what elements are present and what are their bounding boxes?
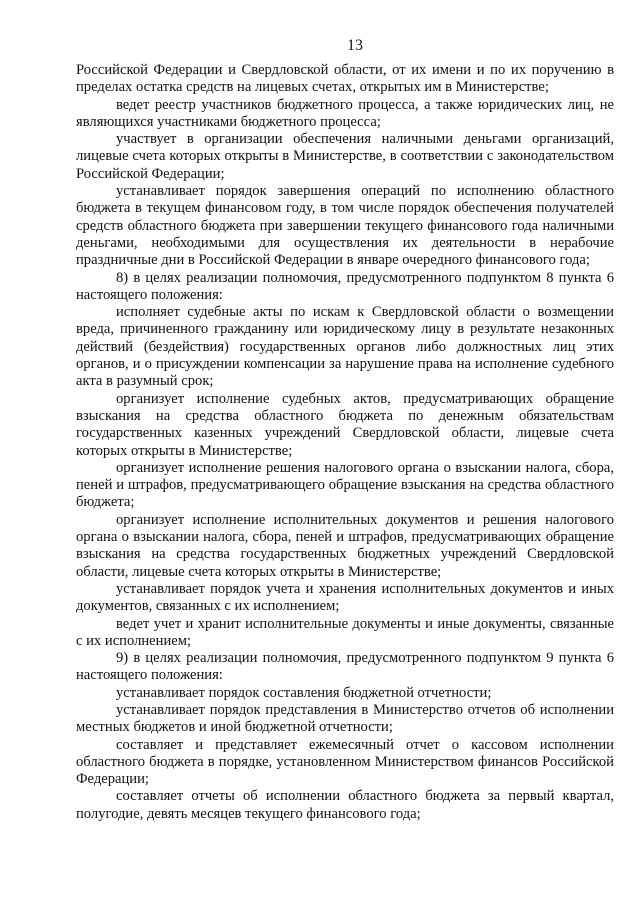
paragraph-continuation: Российской Федерации и Свердловской области, от их имени и по их поручению в пределах остатка средств на лицевых счетах, открытых им в Министерстве; xyxy=(76,62,614,96)
paragraph-local-budget-reports: устанавливает порядок представления в Министерство отчетов об исполнении местных бюджетов и иной бюджетной отчетности; xyxy=(76,701,614,736)
paragraph-registry: ведет реестр участников бюджетного процесса, а также юридических лиц, не являющихся участниками бюджетного процесса; xyxy=(76,96,614,130)
paragraph-reporting-order: устанавливает порядок составления бюджетной отчетности; xyxy=(116,684,492,701)
paragraph-monthly-report: составляет и представляет ежемесячный отчет о кассовом исполнении областного бюджета в порядке, установленном Министерством финансов Российской Федерации; xyxy=(76,736,614,788)
paragraph-quarterly-reports: составляет отчеты об исполнении областного бюджета за первый квартал, полугодие, девять месяцев текущего финансового года; xyxy=(76,788,614,822)
paragraph-cash-provision: участвует в организации обеспечения наличными деньгами организаций, лицевые счета которых открыты в Министерстве, в соответствии с законодательством Российской Федерации; xyxy=(76,131,614,182)
paragraph-document-storage-order: устанавливает порядок учета и хранения исполнительных документов и иных документов, связанных с их исполнением; xyxy=(76,580,614,615)
paragraph-court-acts-damages: исполняет судебные акты по искам к Свердловской области о возмещении вреда, причиненного гражданину или юридическому лицу в результате незаконных действий (бездействия) государственных органов либо должностных лиц этих органов, и о присуждении компенсации за нарушение права на исполнение судебного акта в разумный срок; xyxy=(76,304,614,390)
document-page xyxy=(76,36,614,823)
paragraph-court-acts-institutions: организует исполнение судебных актов, предусматривающих обращение взыскания на средства областного бюджета по денежным обязательствам государственных казенных учреждений Свердловской области, лицевые счета которых открыты в Министерстве; xyxy=(76,390,614,459)
paragraph-document-records: ведет учет и хранит исполнительные документы и иные документы, связанные с их исполнением; xyxy=(76,615,614,649)
paragraph-year-end-operations: устанавливает порядок завершения операций по исполнению областного бюджета в текущем финансовом году, в том числе порядок обеспечения получателей средств областного бюджета при завершении текущего финансового года наличными деньгами, необходимыми для осуществления их деятельности в нерабочие праздничные дни в Российской Федерации в январе очередного финансового года; xyxy=(76,183,614,269)
paragraph-tax-decision-regional: организует исполнение решения налогового органа о взыскании налога, сбора, пеней и штрафов, предусматривающего обращение взыскания на средства областного бюджета; xyxy=(76,459,614,511)
paragraph-executive-documents: организует исполнение исполнительных документов и решения налогового органа о взыскании налога, сбора, пеней и штрафов, предусматривающих обращение взыскания на средства государственных бюджетных учреждений Свердловской области, лицевые счета которых открыты в Министерстве; xyxy=(76,511,614,580)
page-number: 13 xyxy=(347,37,363,54)
paragraph-item-9-heading: 9) в целях реализации полномочия, предусмотренного подпунктом 9 пункта 6 настоящего положения: xyxy=(76,650,614,684)
paragraph-item-8-heading: 8) в целях реализации полномочия, предусмотренного подпунктом 8 пункта 6 настоящего положения: xyxy=(76,269,614,303)
